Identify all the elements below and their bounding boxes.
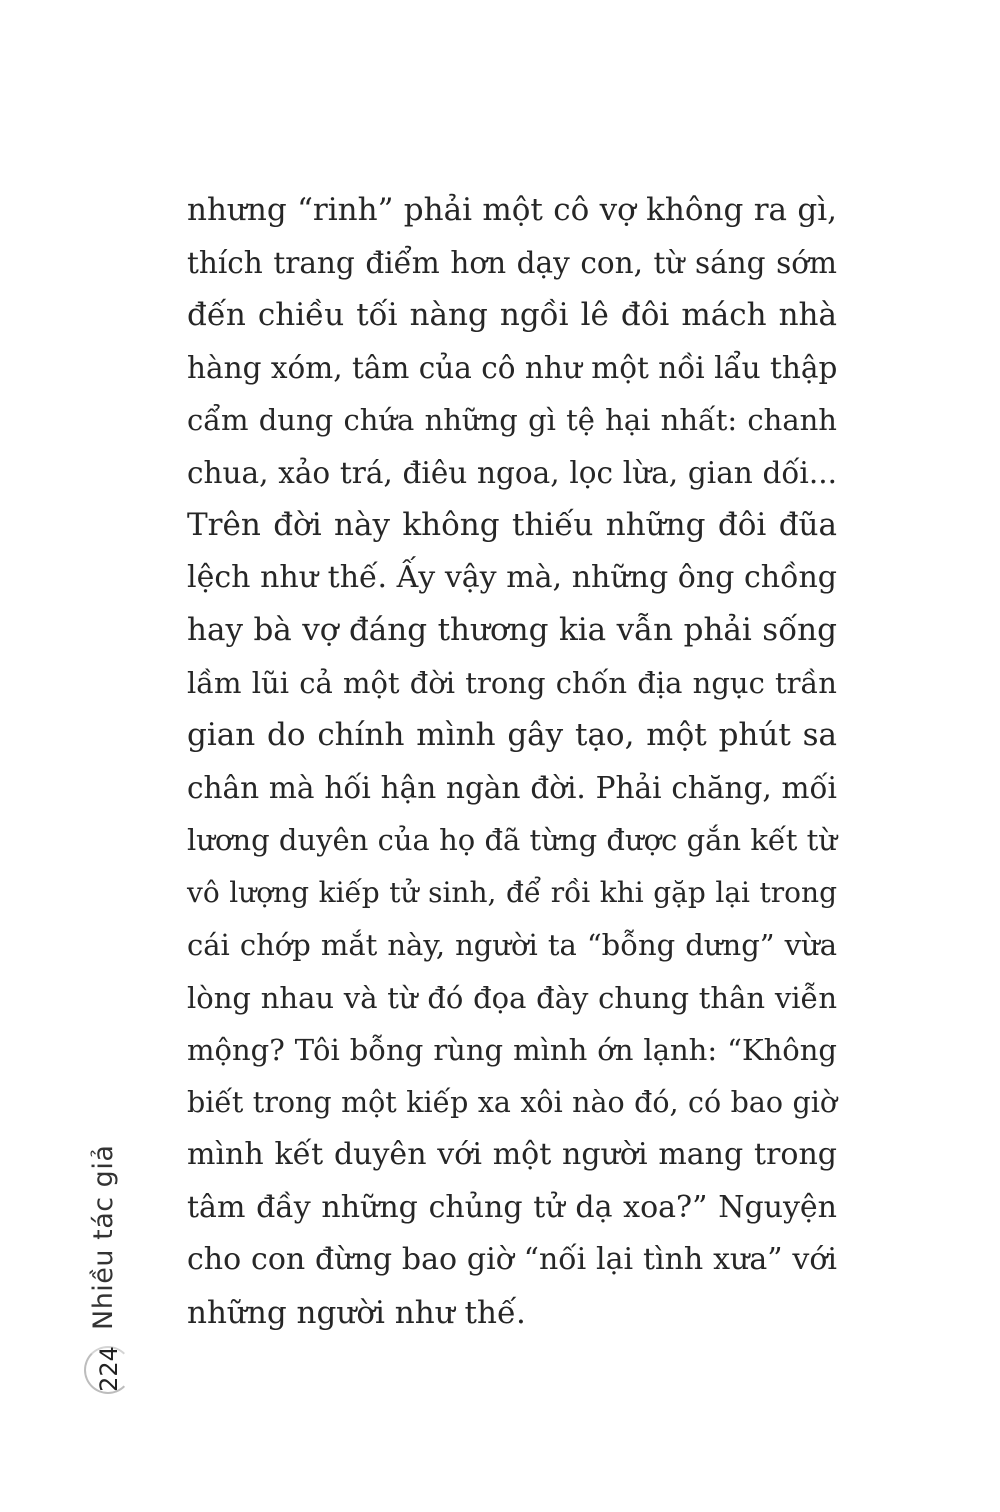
text-line: mình kết duyên với một người mang trong [187,1137,837,1172]
text-line: hàng xóm, tâm của cô như một nồi lẩu thập [187,350,838,385]
page-number: 224 [95,1346,123,1392]
text-line: cẩm dung chứa những gì tệ hại nhất: chanh [187,403,837,437]
text-line: tâm đầy những chủng tử dạ xoa?” Nguyện [187,1189,837,1225]
text-line: hay bà vợ đáng thương kia vẫn phải sống [187,612,837,648]
text-line: gian do chính mình gây tạo, một phút sa [187,717,837,753]
text-line: lệch như thế. Ấy vậy mà, những ông chồng [187,559,837,595]
text-line: đến chiều tối nàng ngồi lê đôi mách nhà [187,297,837,333]
text-line: lương duyên của họ đã từng được gắn kết từ [187,823,837,857]
text-line: biết trong một kiếp xa xôi nào đó, có bao giờ [187,1085,837,1119]
text-line: nhưng “rinh” phải một cô vợ không ra gì, [187,192,837,228]
text-line: thích trang điểm hơn dạy con, từ sáng sớm [187,245,837,280]
text-line: vô lượng kiếp tử sinh, để rồi khi gặp lại trong [187,875,837,909]
text-line-last: những người như thế. [187,1294,526,1331]
text-line: lòng nhau và từ đó đọa đày chung thân viễn [187,980,837,1015]
body-text [187,184,837,1339]
running-header-author: Nhiều tác giả [88,1144,119,1330]
text-line: lầm lũi cả một đời trong chốn địa ngục trần [187,665,837,700]
text-line: chân mà hối hận ngàn đời. Phải chăng, mối [187,770,837,805]
text-line: cái chớp mắt này, người ta “bỗng dưng” vừa [187,928,837,962]
text-line: cho con đừng bao giờ “nối lại tình xưa” với [187,1242,837,1277]
text-line: Trên đời này không thiếu những đôi đũa [187,507,837,543]
page-number-badge [84,1346,130,1392]
text-line: chua, xảo trá, điêu ngoa, lọc lừa, gian dối... [187,455,837,490]
text-line: mộng? Tôi bỗng rùng mình ớn lạnh: “Không [187,1033,837,1067]
